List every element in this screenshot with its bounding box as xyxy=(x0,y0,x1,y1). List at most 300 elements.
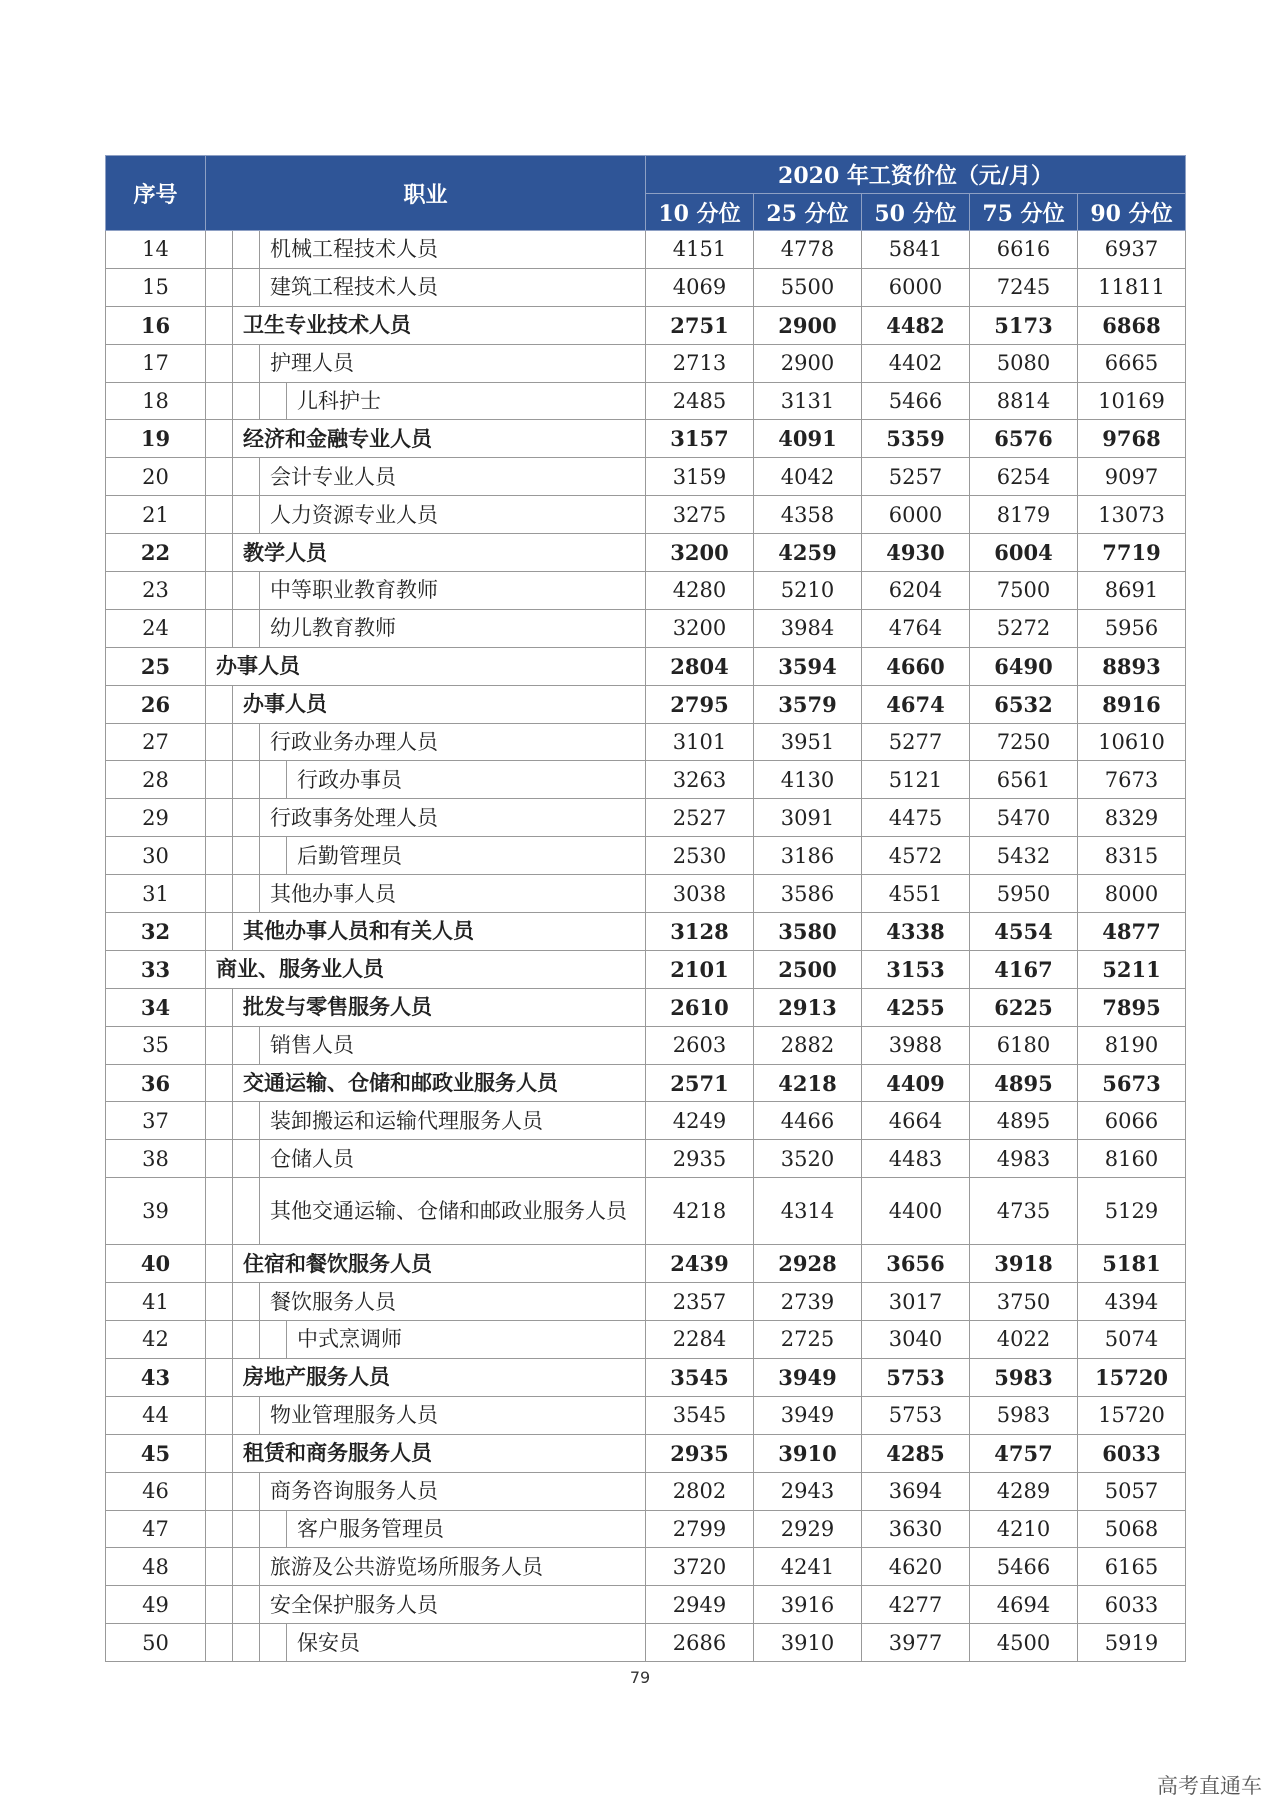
indent-spacer xyxy=(233,231,260,269)
row-p75: 7500 xyxy=(970,572,1078,610)
indent-spacer xyxy=(233,1624,260,1662)
row-p50: 4400 xyxy=(862,1178,970,1245)
row-occupation: 住宿和餐饮服务人员 xyxy=(233,1245,646,1283)
row-occupation: 物业管理服务人员 xyxy=(260,1396,646,1434)
row-p10: 3101 xyxy=(646,723,754,761)
row-p90: 5211 xyxy=(1078,950,1186,988)
indent-spacer xyxy=(233,268,260,306)
indent-spacer xyxy=(260,1321,287,1359)
row-p25: 5500 xyxy=(754,268,862,306)
row-p50: 5359 xyxy=(862,420,970,458)
row-p25: 2913 xyxy=(754,988,862,1026)
row-p90: 8893 xyxy=(1078,647,1186,685)
row-p90: 5181 xyxy=(1078,1245,1186,1283)
table-row xyxy=(106,1358,1186,1396)
indent-spacer xyxy=(233,1548,260,1586)
table-row xyxy=(106,1283,1186,1321)
row-occupation: 建筑工程技术人员 xyxy=(260,268,646,306)
row-p75: 4210 xyxy=(970,1510,1078,1548)
row-occupation: 餐饮服务人员 xyxy=(260,1283,646,1321)
indent-spacer xyxy=(206,1396,233,1434)
row-p25: 2725 xyxy=(754,1321,862,1359)
table-row xyxy=(106,1586,1186,1624)
row-p10: 2357 xyxy=(646,1283,754,1321)
row-p25: 4314 xyxy=(754,1178,862,1245)
row-p10: 2603 xyxy=(646,1026,754,1064)
row-p25: 2500 xyxy=(754,950,862,988)
row-occupation: 机械工程技术人员 xyxy=(260,231,646,269)
indent-spacer xyxy=(206,382,233,420)
row-p75: 4694 xyxy=(970,1586,1078,1624)
row-seq: 32 xyxy=(106,913,206,951)
table-row xyxy=(106,685,1186,723)
row-p10: 4280 xyxy=(646,572,754,610)
row-p50: 4277 xyxy=(862,1586,970,1624)
row-occupation: 幼儿教育教师 xyxy=(260,609,646,647)
row-p75: 6561 xyxy=(970,761,1078,799)
row-seq: 19 xyxy=(106,420,206,458)
row-seq: 42 xyxy=(106,1321,206,1359)
indent-spacer xyxy=(206,1434,233,1472)
row-p25: 3131 xyxy=(754,382,862,420)
indent-spacer xyxy=(260,1510,287,1548)
row-p50: 5466 xyxy=(862,382,970,420)
row-seq: 31 xyxy=(106,875,206,913)
indent-spacer xyxy=(206,1321,233,1359)
row-p50: 4620 xyxy=(862,1548,970,1586)
row-p50: 3017 xyxy=(862,1283,970,1321)
row-p90: 7895 xyxy=(1078,988,1186,1026)
row-p10: 2795 xyxy=(646,685,754,723)
row-p75: 5983 xyxy=(970,1396,1078,1434)
row-p25: 3949 xyxy=(754,1396,862,1434)
row-p10: 4249 xyxy=(646,1102,754,1140)
row-p90: 7719 xyxy=(1078,534,1186,572)
indent-spacer xyxy=(206,1283,233,1321)
row-p10: 2713 xyxy=(646,344,754,382)
table-row xyxy=(106,723,1186,761)
indent-spacer xyxy=(233,761,260,799)
row-occupation: 商务咨询服务人员 xyxy=(260,1472,646,1510)
header-p75: 75 分位 xyxy=(970,194,1078,231)
row-p10: 3545 xyxy=(646,1396,754,1434)
table-row xyxy=(106,268,1186,306)
row-p25: 3910 xyxy=(754,1434,862,1472)
row-p10: 2571 xyxy=(646,1064,754,1102)
row-p10: 3545 xyxy=(646,1358,754,1396)
indent-spacer xyxy=(206,988,233,1026)
indent-spacer xyxy=(206,420,233,458)
row-occupation: 其他办事人员 xyxy=(260,875,646,913)
row-occupation: 卫生专业技术人员 xyxy=(233,306,646,344)
row-p90: 8315 xyxy=(1078,837,1186,875)
row-seq: 40 xyxy=(106,1245,206,1283)
row-occupation: 护理人员 xyxy=(260,344,646,382)
indent-spacer xyxy=(206,1510,233,1548)
row-occupation: 客户服务管理员 xyxy=(287,1510,646,1548)
indent-spacer xyxy=(233,1283,260,1321)
table-row xyxy=(106,534,1186,572)
row-p10: 2485 xyxy=(646,382,754,420)
indent-spacer xyxy=(260,837,287,875)
row-seq: 37 xyxy=(106,1102,206,1140)
row-occupation: 经济和金融专业人员 xyxy=(233,420,646,458)
row-p75: 5173 xyxy=(970,306,1078,344)
row-seq: 29 xyxy=(106,799,206,837)
row-p90: 13073 xyxy=(1078,496,1186,534)
row-p25: 2882 xyxy=(754,1026,862,1064)
table-row xyxy=(106,572,1186,610)
indent-spacer xyxy=(206,875,233,913)
row-p25: 2900 xyxy=(754,306,862,344)
row-seq: 17 xyxy=(106,344,206,382)
row-p75: 6180 xyxy=(970,1026,1078,1064)
row-occupation: 其他办事人员和有关人员 xyxy=(233,913,646,951)
row-p90: 5919 xyxy=(1078,1624,1186,1662)
indent-spacer xyxy=(206,344,233,382)
indent-spacer xyxy=(233,382,260,420)
row-p90: 9768 xyxy=(1078,420,1186,458)
row-p50: 4572 xyxy=(862,837,970,875)
row-p10: 3128 xyxy=(646,913,754,951)
row-p25: 3949 xyxy=(754,1358,862,1396)
row-occupation: 保安员 xyxy=(287,1624,646,1662)
watermark-text: 高考直通车 xyxy=(1157,1774,1262,1798)
table-row xyxy=(106,1472,1186,1510)
row-p90: 5074 xyxy=(1078,1321,1186,1359)
row-occupation: 儿科护士 xyxy=(287,382,646,420)
indent-spacer xyxy=(233,837,260,875)
table-row xyxy=(106,647,1186,685)
indent-spacer xyxy=(206,534,233,572)
indent-spacer xyxy=(206,231,233,269)
row-p90: 5956 xyxy=(1078,609,1186,647)
row-occupation: 人力资源专业人员 xyxy=(260,496,646,534)
row-seq: 23 xyxy=(106,572,206,610)
row-p25: 2928 xyxy=(754,1245,862,1283)
table-row xyxy=(106,1321,1186,1359)
row-p50: 4482 xyxy=(862,306,970,344)
indent-spacer xyxy=(206,1548,233,1586)
row-p50: 4551 xyxy=(862,875,970,913)
row-p25: 3586 xyxy=(754,875,862,913)
row-occupation: 房地产服务人员 xyxy=(233,1358,646,1396)
table-row xyxy=(106,1510,1186,1548)
indent-spacer xyxy=(233,1140,260,1178)
row-p75: 4167 xyxy=(970,950,1078,988)
row-p50: 4764 xyxy=(862,609,970,647)
table-row xyxy=(106,988,1186,1026)
indent-spacer xyxy=(206,837,233,875)
row-occupation: 中等职业教育教师 xyxy=(260,572,646,610)
row-p75: 4895 xyxy=(970,1102,1078,1140)
table-body xyxy=(106,231,1186,1662)
row-p25: 3579 xyxy=(754,685,862,723)
row-p75: 4895 xyxy=(970,1064,1078,1102)
indent-spacer xyxy=(233,458,260,496)
row-p90: 9097 xyxy=(1078,458,1186,496)
row-seq: 30 xyxy=(106,837,206,875)
row-p25: 3186 xyxy=(754,837,862,875)
row-p10: 3157 xyxy=(646,420,754,458)
row-p10: 4218 xyxy=(646,1178,754,1245)
row-seq: 22 xyxy=(106,534,206,572)
row-p50: 6204 xyxy=(862,572,970,610)
table-row xyxy=(106,1064,1186,1102)
row-p75: 5950 xyxy=(970,875,1078,913)
row-p50: 5753 xyxy=(862,1358,970,1396)
indent-spacer xyxy=(206,799,233,837)
row-p90: 8691 xyxy=(1078,572,1186,610)
row-p25: 5210 xyxy=(754,572,862,610)
table-row xyxy=(106,1548,1186,1586)
header-p25: 25 分位 xyxy=(754,194,862,231)
row-p50: 5257 xyxy=(862,458,970,496)
row-p75: 7250 xyxy=(970,723,1078,761)
row-p75: 4022 xyxy=(970,1321,1078,1359)
row-p75: 4289 xyxy=(970,1472,1078,1510)
row-p75: 5470 xyxy=(970,799,1078,837)
indent-spacer xyxy=(206,761,233,799)
indent-spacer xyxy=(206,1472,233,1510)
row-seq: 24 xyxy=(106,609,206,647)
row-p75: 6532 xyxy=(970,685,1078,723)
row-p10: 2686 xyxy=(646,1624,754,1662)
indent-spacer xyxy=(206,1140,233,1178)
indent-spacer xyxy=(206,913,233,951)
row-occupation: 交通运输、仓储和邮政业服务人员 xyxy=(233,1064,646,1102)
row-seq: 25 xyxy=(106,647,206,685)
row-p10: 3200 xyxy=(646,534,754,572)
indent-spacer xyxy=(206,268,233,306)
row-occupation: 教学人员 xyxy=(233,534,646,572)
row-p10: 2530 xyxy=(646,837,754,875)
row-p10: 2610 xyxy=(646,988,754,1026)
row-seq: 39 xyxy=(106,1178,206,1245)
indent-spacer xyxy=(206,609,233,647)
row-p50: 6000 xyxy=(862,496,970,534)
table-row xyxy=(106,1102,1186,1140)
row-p75: 7245 xyxy=(970,268,1078,306)
page-number: 79 xyxy=(629,1668,651,1687)
indent-spacer xyxy=(206,458,233,496)
row-p10: 2101 xyxy=(646,950,754,988)
row-occupation: 安全保护服务人员 xyxy=(260,1586,646,1624)
indent-spacer xyxy=(206,1064,233,1102)
row-occupation: 中式烹调师 xyxy=(287,1321,646,1359)
row-p90: 4877 xyxy=(1078,913,1186,951)
row-seq: 36 xyxy=(106,1064,206,1102)
wage-table xyxy=(105,155,1186,1662)
table-row xyxy=(106,875,1186,913)
row-p75: 3918 xyxy=(970,1245,1078,1283)
indent-spacer xyxy=(233,1178,260,1245)
indent-spacer xyxy=(233,1472,260,1510)
row-p75: 6225 xyxy=(970,988,1078,1026)
row-p75: 6254 xyxy=(970,458,1078,496)
row-p75: 5432 xyxy=(970,837,1078,875)
row-p50: 4674 xyxy=(862,685,970,723)
row-seq: 38 xyxy=(106,1140,206,1178)
row-p10: 2935 xyxy=(646,1434,754,1472)
indent-spacer xyxy=(206,496,233,534)
row-p25: 3951 xyxy=(754,723,862,761)
row-seq: 14 xyxy=(106,231,206,269)
row-seq: 33 xyxy=(106,950,206,988)
row-p90: 6066 xyxy=(1078,1102,1186,1140)
indent-spacer xyxy=(260,761,287,799)
table-row xyxy=(106,1178,1186,1245)
row-p25: 3580 xyxy=(754,913,862,951)
row-p50: 5277 xyxy=(862,723,970,761)
row-p75: 5466 xyxy=(970,1548,1078,1586)
row-p10: 2284 xyxy=(646,1321,754,1359)
table-row xyxy=(106,1026,1186,1064)
row-p10: 3159 xyxy=(646,458,754,496)
row-seq: 45 xyxy=(106,1434,206,1472)
row-p90: 6033 xyxy=(1078,1434,1186,1472)
row-occupation: 行政事务处理人员 xyxy=(260,799,646,837)
row-p50: 4930 xyxy=(862,534,970,572)
indent-spacer xyxy=(233,1396,260,1434)
row-p75: 5983 xyxy=(970,1358,1078,1396)
row-p50: 4475 xyxy=(862,799,970,837)
row-p25: 3910 xyxy=(754,1624,862,1662)
indent-spacer xyxy=(233,609,260,647)
row-p25: 2943 xyxy=(754,1472,862,1510)
row-occupation: 行政办事员 xyxy=(287,761,646,799)
indent-spacer xyxy=(233,1321,260,1359)
row-p25: 4466 xyxy=(754,1102,862,1140)
row-seq: 26 xyxy=(106,685,206,723)
row-occupation: 商业、服务业人员 xyxy=(206,950,646,988)
table-row xyxy=(106,1396,1186,1434)
row-p75: 8179 xyxy=(970,496,1078,534)
row-seq: 46 xyxy=(106,1472,206,1510)
row-p90: 4394 xyxy=(1078,1283,1186,1321)
row-p90: 6033 xyxy=(1078,1586,1186,1624)
row-p90: 5057 xyxy=(1078,1472,1186,1510)
indent-spacer xyxy=(206,306,233,344)
row-p50: 4660 xyxy=(862,647,970,685)
row-p10: 2804 xyxy=(646,647,754,685)
row-p90: 6165 xyxy=(1078,1548,1186,1586)
row-p90: 6937 xyxy=(1078,231,1186,269)
row-p90: 10610 xyxy=(1078,723,1186,761)
row-occupation: 行政业务办理人员 xyxy=(260,723,646,761)
row-seq: 48 xyxy=(106,1548,206,1586)
row-p50: 5121 xyxy=(862,761,970,799)
table-row xyxy=(106,950,1186,988)
row-seq: 34 xyxy=(106,988,206,1026)
row-p50: 4338 xyxy=(862,913,970,951)
row-p75: 6576 xyxy=(970,420,1078,458)
row-p50: 3040 xyxy=(862,1321,970,1359)
row-seq: 50 xyxy=(106,1624,206,1662)
row-occupation: 销售人员 xyxy=(260,1026,646,1064)
row-occupation: 租赁和商务服务人员 xyxy=(233,1434,646,1472)
row-p90: 8000 xyxy=(1078,875,1186,913)
indent-spacer xyxy=(233,1586,260,1624)
indent-spacer xyxy=(260,382,287,420)
row-p25: 4259 xyxy=(754,534,862,572)
indent-spacer xyxy=(206,723,233,761)
indent-spacer xyxy=(206,1026,233,1064)
row-p50: 5841 xyxy=(862,231,970,269)
row-p10: 2802 xyxy=(646,1472,754,1510)
header-seq: 序号 xyxy=(106,156,206,231)
row-p75: 4500 xyxy=(970,1624,1078,1662)
row-p50: 4483 xyxy=(862,1140,970,1178)
row-p75: 4757 xyxy=(970,1434,1078,1472)
header-occupation: 职业 xyxy=(206,156,646,231)
row-p25: 3984 xyxy=(754,609,862,647)
row-p25: 4241 xyxy=(754,1548,862,1586)
row-p50: 4402 xyxy=(862,344,970,382)
row-seq: 28 xyxy=(106,761,206,799)
indent-spacer xyxy=(206,1624,233,1662)
row-p90: 15720 xyxy=(1078,1396,1186,1434)
row-p25: 4358 xyxy=(754,496,862,534)
row-p75: 5080 xyxy=(970,344,1078,382)
row-seq: 18 xyxy=(106,382,206,420)
row-occupation: 装卸搬运和运输代理服务人员 xyxy=(260,1102,646,1140)
row-occupation: 办事人员 xyxy=(206,647,646,685)
indent-spacer xyxy=(233,723,260,761)
header-p10: 10 分位 xyxy=(646,194,754,231)
row-seq: 49 xyxy=(106,1586,206,1624)
table-row xyxy=(106,609,1186,647)
row-seq: 44 xyxy=(106,1396,206,1434)
row-p90: 8916 xyxy=(1078,685,1186,723)
row-p90: 15720 xyxy=(1078,1358,1186,1396)
row-p50: 6000 xyxy=(862,268,970,306)
table-row xyxy=(106,231,1186,269)
row-p75: 3750 xyxy=(970,1283,1078,1321)
row-p50: 3630 xyxy=(862,1510,970,1548)
indent-spacer xyxy=(206,1358,233,1396)
row-seq: 16 xyxy=(106,306,206,344)
table-row xyxy=(106,1245,1186,1283)
indent-spacer xyxy=(206,1102,233,1140)
row-p75: 6490 xyxy=(970,647,1078,685)
table-row xyxy=(106,761,1186,799)
row-p75: 4983 xyxy=(970,1140,1078,1178)
header-p50: 50 分位 xyxy=(862,194,970,231)
table-row xyxy=(106,913,1186,951)
indent-spacer xyxy=(260,1624,287,1662)
row-p25: 2929 xyxy=(754,1510,862,1548)
indent-spacer xyxy=(233,799,260,837)
row-p90: 6665 xyxy=(1078,344,1186,382)
row-occupation: 仓储人员 xyxy=(260,1140,646,1178)
table-row xyxy=(106,799,1186,837)
table-row xyxy=(106,306,1186,344)
row-occupation: 旅游及公共游览场所服务人员 xyxy=(260,1548,646,1586)
row-p10: 3720 xyxy=(646,1548,754,1586)
row-p75: 5272 xyxy=(970,609,1078,647)
row-p50: 3694 xyxy=(862,1472,970,1510)
row-p25: 3916 xyxy=(754,1586,862,1624)
table-row xyxy=(106,344,1186,382)
row-p25: 2739 xyxy=(754,1283,862,1321)
row-p10: 2439 xyxy=(646,1245,754,1283)
row-p50: 3153 xyxy=(862,950,970,988)
row-p75: 4735 xyxy=(970,1178,1078,1245)
table-row xyxy=(106,496,1186,534)
row-occupation: 会计专业人员 xyxy=(260,458,646,496)
row-p90: 7673 xyxy=(1078,761,1186,799)
